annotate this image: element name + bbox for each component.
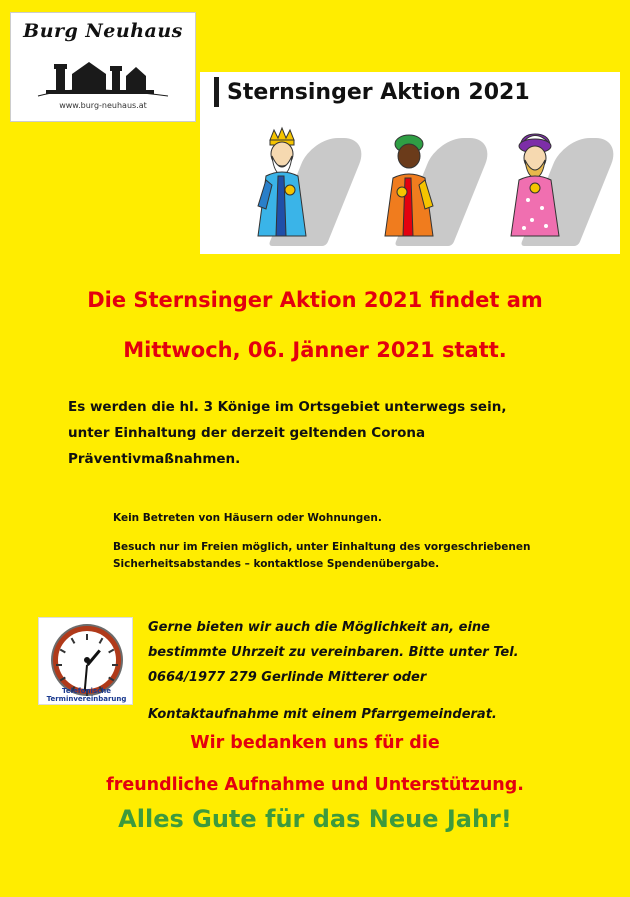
- clock-caption: Telefonische Terminvereinbarung: [46, 687, 127, 703]
- notes-text: [113, 510, 593, 573]
- title-band: [200, 72, 620, 112]
- three-kings-illustration: [200, 112, 620, 254]
- king-figure-green: [370, 120, 460, 250]
- clock-image: [38, 617, 133, 705]
- appointment-text: [148, 615, 568, 727]
- appointment-line-3: 0664/1977 279 Gerlinde Mitterer oder: [148, 670, 427, 685]
- note-line-2: Besuch nur im Freien möglich, unter Einhaltung des vorgeschriebenen Sicherheitsabstandes – kontaktlose Spendenübergabe.: [113, 541, 531, 570]
- body-line-2: unter Einhaltung der derzeit geltenden Corona: [68, 425, 426, 441]
- body-line-3: Präventivmaßnahmen.: [68, 451, 241, 467]
- body-line-1: Es werden die hl. 3 Könige im Ortsgebiet unterwegs sein,: [68, 399, 507, 415]
- closing-line-2: freundliche Aufnahme und Unterstützung.: [106, 775, 524, 795]
- headline: [0, 275, 630, 375]
- appointment-line-2: bestimmte Uhrzeit zu vereinbaren. Bitte unter Tel.: [148, 645, 519, 660]
- king-figure-pink: [496, 120, 586, 250]
- new-year-greeting: Alles Gute für das Neue Jahr!: [118, 805, 512, 833]
- logo-url: www.burg-neuhaus.at: [59, 101, 147, 110]
- closing-line-1: Wir bedanken uns für die: [190, 733, 440, 753]
- burg-neuhaus-logo: [10, 12, 196, 122]
- appointment-line-4: Kontaktaufnahme mit einem Pfarrgemeinderat.: [148, 707, 497, 722]
- clock-face-icon: [53, 626, 121, 694]
- logo-title: Burg Neuhaus: [23, 20, 183, 42]
- closing-text: [0, 722, 630, 806]
- castle-icon: [28, 44, 178, 100]
- body-text: [68, 394, 588, 472]
- appointment-line-1: Gerne bieten wir auch die Möglichkeit an, eine: [148, 620, 490, 635]
- note-line-1: Kein Betreten von Häusern oder Wohnungen.: [113, 512, 382, 524]
- headline-line-2: Mittwoch, 06. Jänner 2021 statt.: [123, 338, 507, 362]
- title-accent-bar: [214, 77, 219, 107]
- king-figure-blue: [244, 120, 334, 250]
- headline-line-1: Die Sternsinger Aktion 2021 findet am: [87, 288, 543, 312]
- page-title: Sternsinger Aktion 2021: [227, 79, 530, 105]
